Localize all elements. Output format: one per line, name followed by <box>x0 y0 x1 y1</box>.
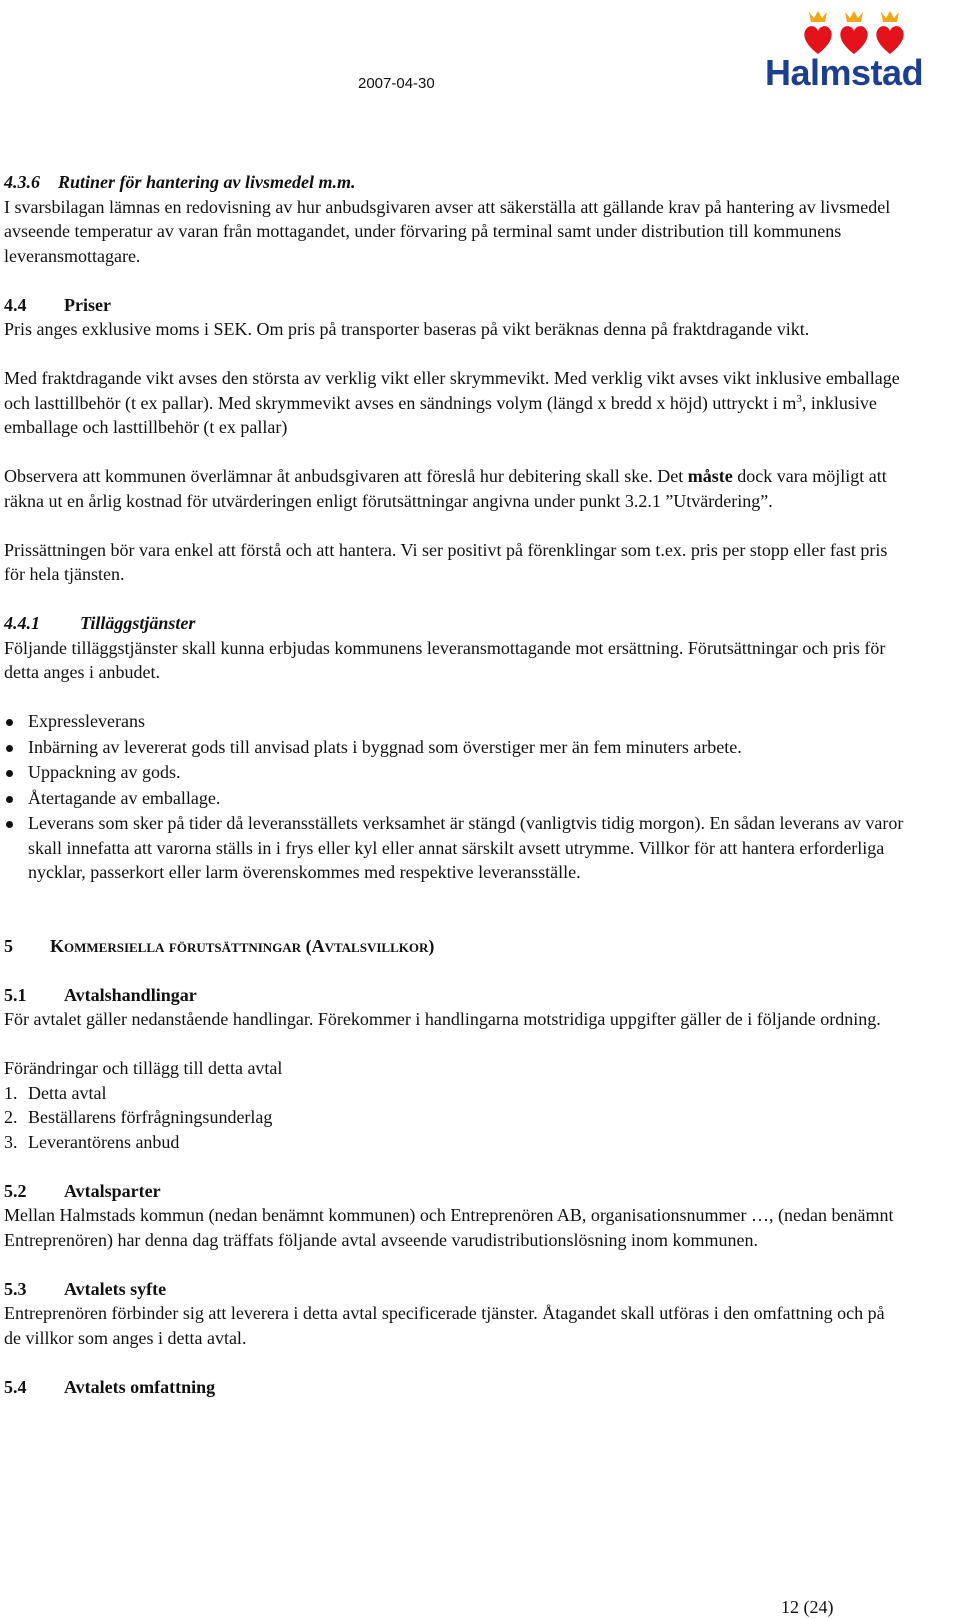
numbered-list-item <box>4 1081 904 1106</box>
section-heading-5-2 <box>4 1179 904 1204</box>
section-text-4-4-1: Följande tilläggstjänster skall kunna erbjudas kommunens leveransmottagande mot ersättning. Förutsättningar och pris för detta anges i anbudet. <box>4 637 886 682</box>
list-item-text: Detta avtal <box>28 1082 107 1103</box>
crown-icon <box>809 11 827 22</box>
list-item-text: Återtagande av emballage. <box>28 787 221 808</box>
text-run: , inklusive emballage och lasttillbehör (t ex pallar) <box>4 392 877 437</box>
section-heading-5-1 <box>4 983 904 1008</box>
section-title: Tilläggstjänster <box>80 613 196 633</box>
page-number: 12 (24) <box>781 1597 834 1617</box>
section-heading-4-4 <box>4 293 904 318</box>
section-title: Avtalets syfte <box>64 1278 167 1299</box>
list-intro: Förändringar och tillägg till detta avtal <box>4 1058 283 1078</box>
crown-icon <box>881 11 899 22</box>
halmstad-logo <box>765 8 957 94</box>
section-number: 5.1 <box>4 984 27 1005</box>
bullet-icon <box>6 719 13 726</box>
header-date: 2007-04-30 <box>358 75 435 92</box>
list-item-text: Leverantörens anbud <box>28 1131 180 1152</box>
section-number: 4.4.1 <box>4 613 40 633</box>
bullet-list-services <box>4 709 904 885</box>
list-number: 1. <box>4 1082 18 1103</box>
section-text-5-1: För avtalet gäller nedanstående handlingar. Förekommer i handlingarna motstridiga uppgifter gäller de i följande ordning. <box>4 1009 881 1029</box>
list-item-text: Expressleverans <box>28 711 145 731</box>
list-item <box>4 786 904 811</box>
section-text-5-3: Entreprenören förbinder sig att leverera i detta avtal specificerade tjänster. Åtagandet skall utföras i den omfattning och på de villkor som anges i detta avtal. <box>4 1303 885 1348</box>
section-title: Priser <box>64 294 111 315</box>
section-number: 5.4 <box>4 1376 27 1397</box>
bullet-icon <box>6 796 13 803</box>
heart-icon <box>876 26 903 54</box>
section-title: Avtalshandlingar <box>64 984 197 1005</box>
superscript: 3 <box>796 392 802 405</box>
numbered-list-item <box>4 1105 904 1130</box>
section-title: Kommersiella förutsättningar (Avtalsvillkor) <box>50 935 435 956</box>
text-run: Observera att kommunen överlämnar åt anbudsgivaren att föreslå hur debitering skall ske. Det <box>4 466 688 486</box>
bullet-icon <box>6 821 13 828</box>
text-run: dock vara möjligt att räkna ut en årlig kostnad för utvärderingen enligt förutsättningar angivna under punkt 3.2.1 ”Utvärdering”. <box>4 466 887 511</box>
heart-icon <box>804 26 831 54</box>
section-heading-5-4 <box>4 1375 904 1400</box>
list-item-text: Inbärning av levererat gods till anvisad plats i byggnad som överstiger mer än fem minuters arbete. <box>28 736 742 757</box>
section-text-5-2: Mellan Halmstads kommun (nedan benämnt kommunen) och Entreprenören AB, organisationsnummer …, (nedan benämnt Entreprenören) har denna dag träffats följande avtal avseende varudistributionslösning inom kommunen. <box>4 1205 894 1250</box>
section-heading-5-3 <box>4 1277 904 1302</box>
paragraph-prices-4: Prissättningen bör vara enkel att förstå och att hantera. Vi ser positivt på förenklingar som t.ex. pris per stopp eller fast pris för hela tjänsten. <box>4 539 888 584</box>
paragraph-prices-3 <box>4 464 904 513</box>
list-item-text: Beställarens förfrågningsunderlag <box>28 1107 273 1127</box>
list-number: 2. <box>4 1107 18 1127</box>
section-title: Avtalets omfattning <box>64 1376 216 1397</box>
list-item <box>4 811 904 885</box>
bold-text: måste <box>687 466 733 486</box>
section-heading-4-3-6: 4.3.6 Rutiner för hantering av livsmedel m.m. <box>4 172 356 192</box>
logo-wordmark: Halmstad <box>765 52 924 93</box>
list-number: 3. <box>4 1131 18 1152</box>
section-heading-5 <box>4 934 904 959</box>
section-title: Avtalsparter <box>64 1180 161 1201</box>
section-heading-4-4-1 <box>4 611 904 636</box>
list-item <box>4 709 904 734</box>
bullet-icon <box>6 745 13 752</box>
paragraph-prices-1: Pris anges exklusive moms i SEK. Om pris på transporter baseras på vikt beräknas denna på fraktdragande vikt. <box>4 319 810 339</box>
section-number: 5 <box>4 935 13 956</box>
crown-icon <box>845 11 863 22</box>
crowned-hearts-icon <box>765 8 957 56</box>
section-number: 5.3 <box>4 1278 27 1299</box>
heart-icon <box>840 26 867 54</box>
document-body <box>4 170 904 1399</box>
section-text-4-3-6: I svarsbilagan lämnas en redovisning av hur anbudsgivaren avser att säkerställa att gällande krav på hantering av livsmedel avseende temperatur av varan från mottagandet, under förvaring på terminal samt under distribution till kommunens leveransmottagare. <box>4 196 891 266</box>
paragraph-prices-2 <box>4 366 904 440</box>
text-run: Med fraktdragande vikt avses den största av verklig vikt eller skrymmevikt. Med verklig vikt avses vikt inklusive emballage och lasttillbehör (t ex pallar). Med skrymmevikt avses en sändnings volym (längd x bredd x höjd) uttryckt i m <box>4 368 900 413</box>
list-item-text: Leverans som sker på tider då leveransställets verksamhet är stängd (vanligtvis tidig morgon). En sådan leverans av varor skall innefatta att varorna ställs in i frys eller kyl eller annat särskilt avsett utrymme. Villkor för att hantera erforderliga nycklar, passerkort eller larm överenskommes med respektive leveransställe. <box>28 813 904 882</box>
section-number: 4.4 <box>4 294 27 315</box>
numbered-list-item <box>4 1130 904 1155</box>
list-item <box>4 760 904 785</box>
bullet-icon <box>6 770 13 777</box>
section-number: 5.2 <box>4 1180 27 1201</box>
list-item-text: Uppackning av gods. <box>28 762 181 782</box>
list-item <box>4 735 904 760</box>
